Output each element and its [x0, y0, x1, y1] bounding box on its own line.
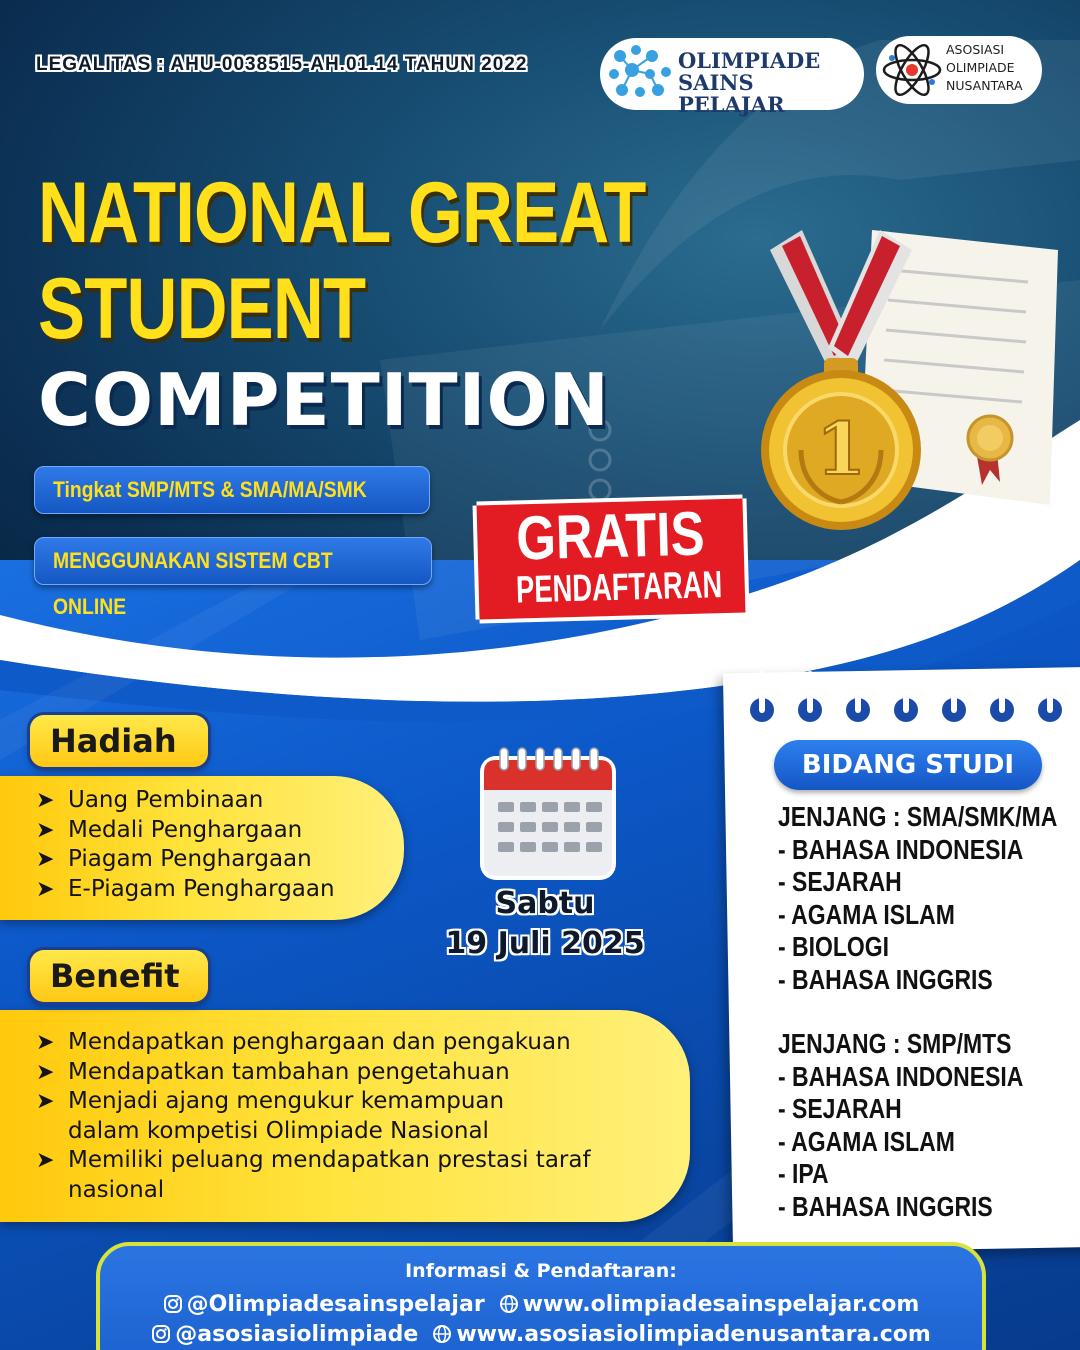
list-item [34, 1087, 554, 1146]
list-item: - AGAMA ISLAM [778, 1125, 955, 1157]
list-item [34, 845, 404, 875]
footer-row-1 [100, 1292, 982, 1317]
list-item-text: Piagam Penghargaan [68, 846, 312, 872]
list-item-text: Memiliki peluang mendapatkan prestasi taraf nasional [68, 1147, 591, 1203]
arrow-icon: ➤ [36, 876, 55, 902]
benefit-label: Benefit [30, 950, 208, 1002]
logo2-line3: NUSANTARA [946, 78, 1023, 93]
arrow-icon: ➤ [36, 817, 55, 843]
list-item-text: Mendapatkan tambahan pengetahuan [68, 1058, 510, 1085]
studi-smp-list [778, 1028, 1023, 1223]
badge-line1: GRATIS [515, 499, 706, 574]
badge-line2: PENDAFTARAN [515, 564, 723, 612]
list-item-text: Medali Penghargaan [68, 816, 303, 843]
legal-registration: LEGALITAS : AHU-0038515-AH.01.14 TAHUN 2022 [36, 54, 528, 75]
hadiah-list [34, 786, 404, 904]
footer-info-label: Informasi & Pendaftaran: [405, 1260, 677, 1282]
globe-icon [499, 1294, 519, 1314]
studi-sma-list [778, 801, 1057, 996]
studi-sma-heading: JENJANG : SMA/SMK/MA [778, 801, 1058, 832]
logo2-line1: ASOSIASI [946, 42, 1005, 57]
list-item [34, 875, 404, 905]
molecule-logo-icon [606, 42, 676, 106]
atom-logo-icon [880, 38, 944, 102]
instagram-icon [163, 1294, 183, 1314]
benefit-list [34, 1028, 654, 1205]
medal-number: 1 [815, 406, 867, 491]
level-pill [34, 466, 430, 514]
arrow-icon: ➤ [36, 788, 55, 813]
list-item-text: Uang Pembinaan [68, 787, 264, 813]
list-item [34, 1146, 594, 1205]
system-pill-text: MENGGUNAKAN SISTEM CBT ONLINE [53, 548, 333, 619]
list-item: - BAHASA INGGRIS [778, 963, 993, 995]
list-item-text: Mendapatkan penghargaan dan pengakuan [68, 1029, 571, 1055]
instagram-link-2[interactable]: @asosiasiolimpiade [175, 1322, 419, 1347]
notepad-rings [740, 666, 1080, 736]
list-item: - IPA [778, 1158, 829, 1189]
free-registration-badge [477, 499, 746, 620]
event-date: 19 Juli 2025 [445, 926, 645, 961]
title-line-1: NATIONAL GREAT [38, 165, 646, 261]
globe-icon [432, 1324, 452, 1344]
arrow-icon: ➤ [36, 1148, 55, 1173]
website-link-1[interactable]: www.olimpiadesainspelajar.com [522, 1292, 920, 1317]
footer-row-2 [100, 1322, 982, 1347]
studi-smp-heading: JENJANG : SMP/MTS [778, 1028, 1012, 1059]
list-item-text: E-Piagam Penghargaan [68, 875, 335, 902]
website-link-2[interactable]: www.asosiasiolimpiadenusantara.com [456, 1322, 931, 1347]
system-pill [34, 537, 432, 619]
list-item-text: Menjadi ajang mengukur kemampuan dalam kompetisi Olimpiade Nasional [68, 1088, 505, 1144]
calendar-icon [476, 744, 620, 884]
hadiah-label: Hadiah [30, 715, 208, 767]
list-item: - BAHASA INDONESIA [778, 1060, 1024, 1092]
logo1-line2: SAINS PELAJAR [678, 70, 785, 117]
logo-olimpiade-sains-pelajar [600, 38, 864, 117]
arrow-icon: ➤ [36, 1030, 55, 1055]
level-pill-text: Tingkat SMP/MTS & SMA/MA/SMK [53, 477, 367, 502]
bidang-studi-label: BIDANG STUDI [774, 740, 1042, 790]
logo1-line1: OLIMPIADE [678, 48, 821, 73]
list-item: - SEJARAH [778, 866, 902, 897]
logo-asosiasi-olimpiade-nusantara [876, 36, 1042, 104]
arrow-icon: ➤ [36, 1089, 55, 1114]
list-item: - BIOLOGI [778, 931, 889, 962]
list-item: - BAHASA INGGRIS [778, 1190, 993, 1222]
arrow-icon: ➤ [36, 1059, 55, 1085]
list-item [34, 1058, 654, 1088]
list-item: - BAHASA INDONESIA [778, 833, 1024, 865]
title-line-3: COMPETITION [38, 358, 610, 442]
list-item [34, 816, 404, 846]
list-item [34, 1028, 654, 1058]
instagram-link-1[interactable]: @Olimpiadesainspelajar [186, 1292, 485, 1317]
title-line-2: STUDENT [38, 261, 366, 357]
list-item: - AGAMA ISLAM [778, 898, 955, 930]
arrow-icon: ➤ [36, 847, 55, 872]
list-item [34, 786, 404, 816]
contact-footer [96, 1242, 986, 1350]
event-day: Sabtu [495, 886, 595, 921]
medal-icon [756, 230, 926, 535]
list-item: - SEJARAH [778, 1093, 902, 1124]
logo2-line2: OLIMPIADE [946, 60, 1015, 75]
instagram-icon [151, 1324, 171, 1344]
